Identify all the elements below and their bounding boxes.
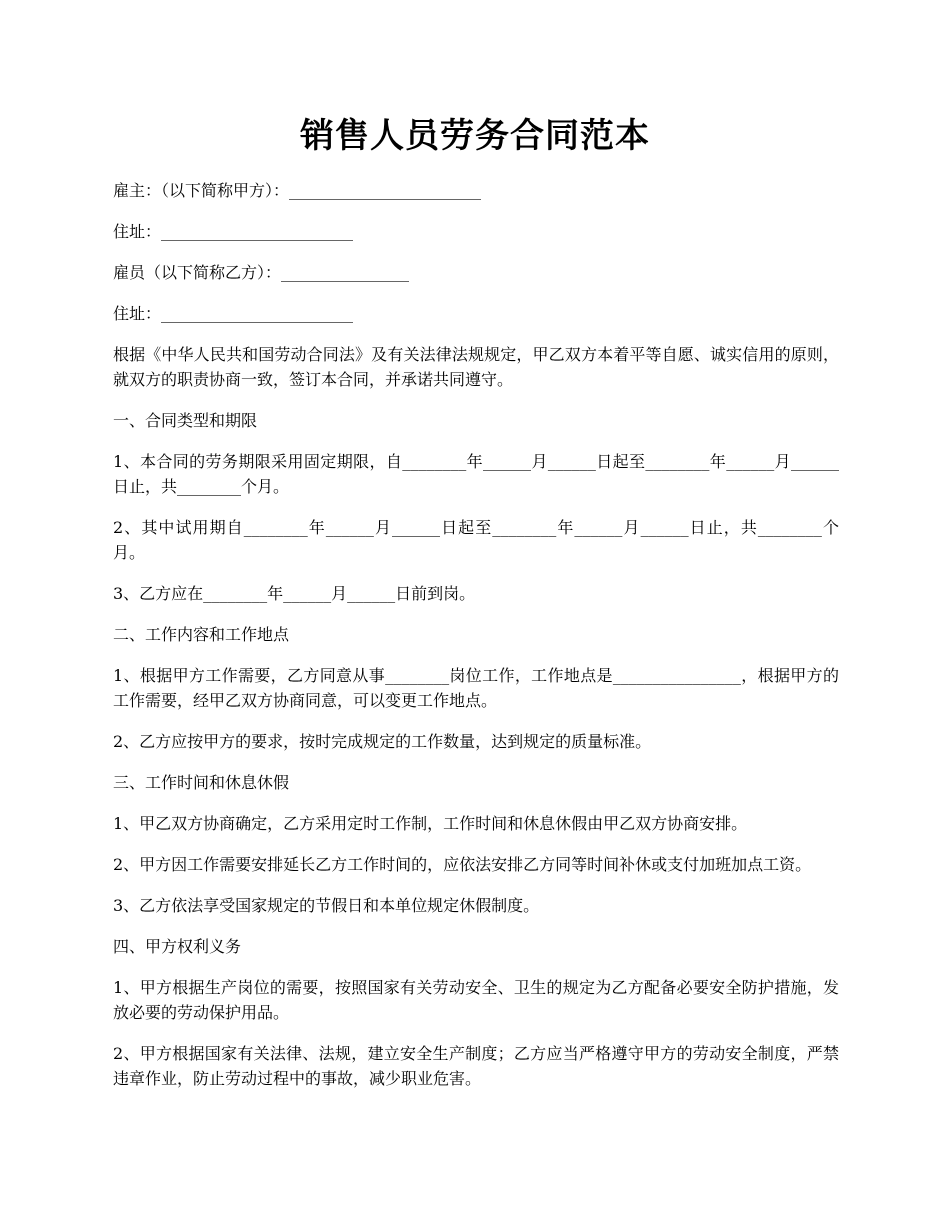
page-title: 销售人员劳务合同范本 xyxy=(300,116,650,156)
employee-line: 雇员（以下简称乙方）：________________ xyxy=(113,263,410,282)
clause-paragraph: 3、乙方依法享受国家规定的节假日和本单位规定休假制度。 xyxy=(113,896,540,915)
clause-paragraph: 3、乙方应在________年______月______日前到岗。 xyxy=(113,584,476,603)
clause-paragraph: 2、乙方应按甲方的要求，按时完成规定的工作数量，达到规定的质量标准。 xyxy=(113,732,652,751)
clause-paragraph: 1、甲方根据生产岗位的需要，按照国家有关劳动安全、卫生的规定为乙方配备必要安全防护措施，发放必要的劳动保护用品。 xyxy=(113,978,839,1022)
section-heading: 四、甲方权利义务 xyxy=(113,937,242,956)
document-body xyxy=(113,178,839,1107)
employee-address-line: 住址：________________________ xyxy=(113,304,354,323)
preamble-paragraph: 根据《中华人民共和国劳动合同法》及有关法律法规规定，甲乙双方本着平等自愿、诚实信用的原则，就双方的职责协商一致，签订本合同，并承诺共同遵守。 xyxy=(113,345,839,389)
employer-address-line: 住址：________________________ xyxy=(113,222,354,241)
section-heading: 二、工作内容和工作地点 xyxy=(113,625,290,644)
clause-paragraph: 2、甲方因工作需要安排延长乙方工作时间的，应依法安排乙方同等时间补休或支付加班加点工资。 xyxy=(113,855,812,874)
employer-line: 雇主：（以下简称甲方）：________________________ xyxy=(113,181,482,200)
clause-paragraph: 2、其中试用期自________年______月______日起至________年______月______日止，共________个月。 xyxy=(113,518,839,562)
clause-paragraph: 1、本合同的劳务期限采用固定期限，自________年______月______日起至________年______月______日止，共________个月。 xyxy=(113,452,839,496)
section-heading: 三、工作时间和休息休假 xyxy=(113,773,290,792)
clause-paragraph: 1、甲乙双方协商确定，乙方采用定时工作制，工作时间和休息休假由甲乙双方协商安排。 xyxy=(113,814,748,833)
clause-paragraph: 2、甲方根据国家有关法律、法规，建立安全生产制度；乙方应当严格遵守甲方的劳动安全制度，严禁违章作业，防止劳动过程中的事故，减少职业危害。 xyxy=(113,1044,839,1088)
clause-paragraph: 1、根据甲方工作需要，乙方同意从事________岗位工作，工作地点是________________，根据甲方的工作需要，经甲乙双方协商同意，可以变更工作地点。 xyxy=(113,666,839,710)
section-heading: 一、合同类型和期限 xyxy=(113,411,258,430)
